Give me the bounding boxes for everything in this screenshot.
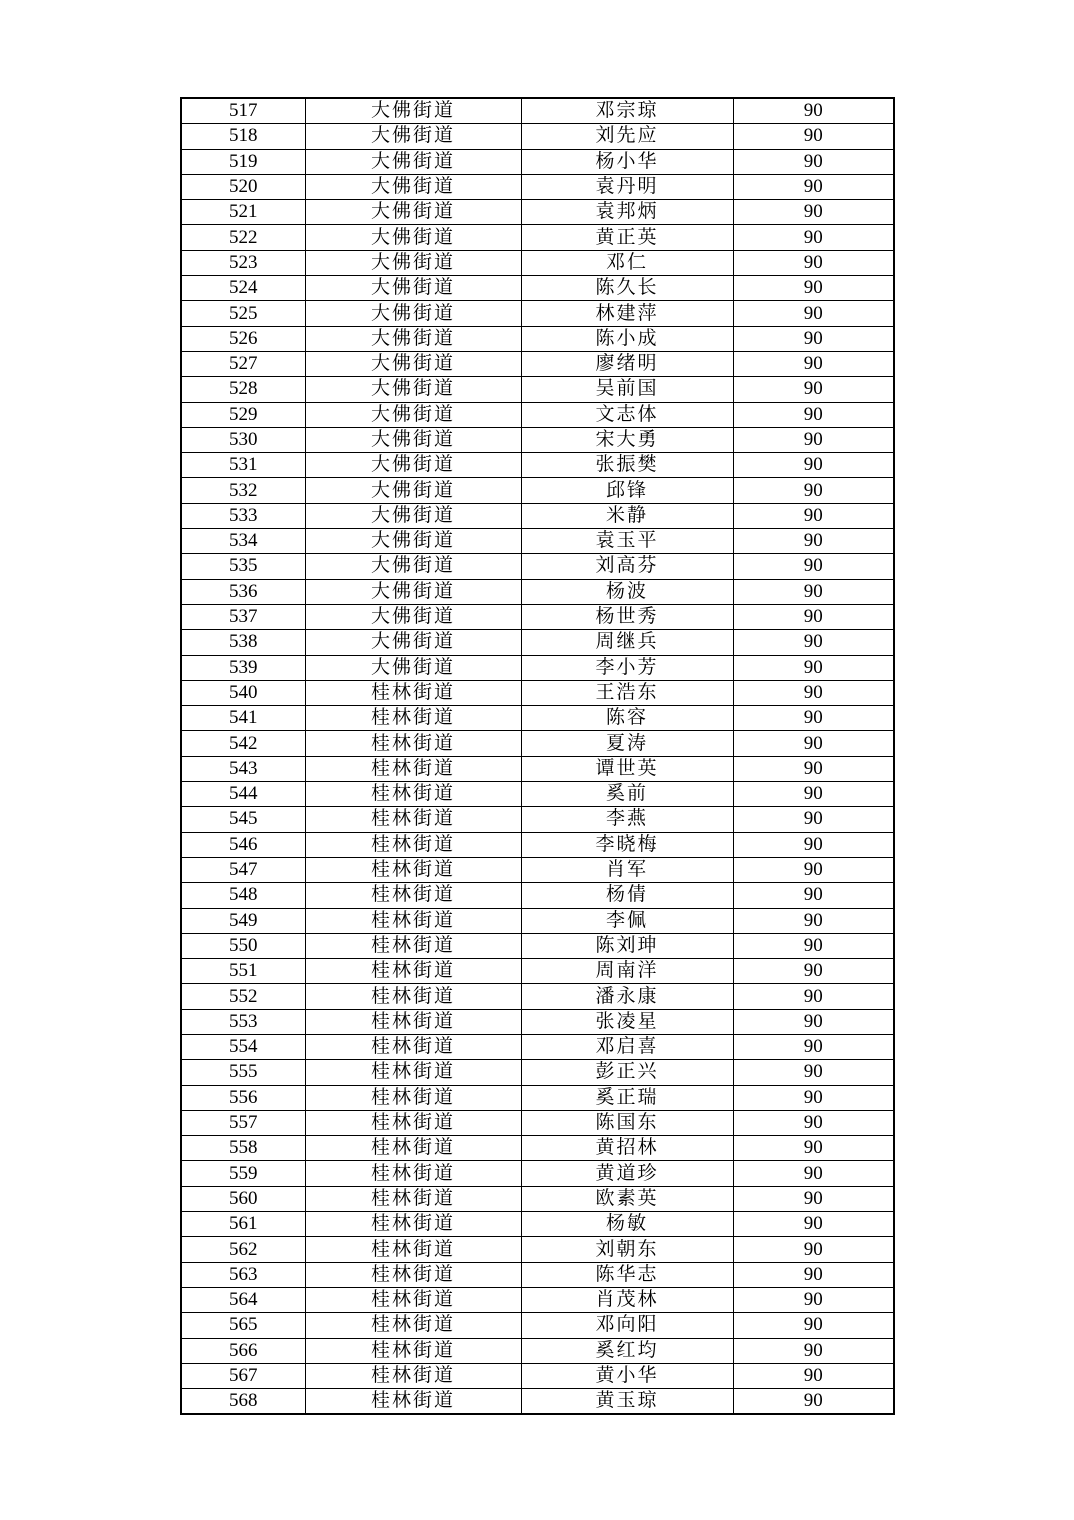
- street-cell: 桂林街道: [305, 1363, 521, 1388]
- row-number-cell: 535: [181, 554, 305, 579]
- name-cell: 肖茂林: [521, 1287, 733, 1312]
- row-number-cell: 522: [181, 225, 305, 250]
- table-row: [181, 478, 894, 503]
- row-number-cell: 524: [181, 276, 305, 301]
- table-row: [181, 807, 894, 832]
- table-row: [181, 883, 894, 908]
- score-cell: 90: [733, 478, 894, 503]
- street-cell: 桂林街道: [305, 1009, 521, 1034]
- score-cell: 90: [733, 453, 894, 478]
- table-row: [181, 706, 894, 731]
- row-number-cell: 528: [181, 377, 305, 402]
- score-cell: 90: [733, 1313, 894, 1338]
- name-cell: 黄招林: [521, 1136, 733, 1161]
- score-cell: 90: [733, 680, 894, 705]
- name-cell: 谭世英: [521, 756, 733, 781]
- street-cell: 桂林街道: [305, 756, 521, 781]
- score-cell: 90: [733, 402, 894, 427]
- table-row: [181, 984, 894, 1009]
- row-number-cell: 532: [181, 478, 305, 503]
- score-cell: 90: [733, 149, 894, 174]
- score-cell: 90: [733, 604, 894, 629]
- name-cell: 刘高芬: [521, 554, 733, 579]
- name-cell: 陈小成: [521, 326, 733, 351]
- row-number-cell: 556: [181, 1085, 305, 1110]
- table-row: [181, 933, 894, 958]
- row-number-cell: 519: [181, 149, 305, 174]
- score-cell: 90: [733, 124, 894, 149]
- row-number-cell: 527: [181, 351, 305, 376]
- row-number-cell: 558: [181, 1136, 305, 1161]
- table-row: [181, 503, 894, 528]
- street-cell: 大佛街道: [305, 529, 521, 554]
- row-number-cell: 563: [181, 1262, 305, 1287]
- table-row: [181, 782, 894, 807]
- name-cell: 杨倩: [521, 883, 733, 908]
- street-cell: 桂林街道: [305, 984, 521, 1009]
- table-row: [181, 1212, 894, 1237]
- table-row: [181, 529, 894, 554]
- score-cell: 90: [733, 225, 894, 250]
- name-cell: 文志体: [521, 402, 733, 427]
- row-number-cell: 566: [181, 1338, 305, 1363]
- name-cell: 陈久长: [521, 276, 733, 301]
- table-row: [181, 1363, 894, 1388]
- street-cell: 大佛街道: [305, 225, 521, 250]
- row-number-cell: 537: [181, 604, 305, 629]
- street-cell: 大佛街道: [305, 402, 521, 427]
- street-cell: 大佛街道: [305, 326, 521, 351]
- name-cell: 杨敏: [521, 1212, 733, 1237]
- score-cell: 90: [733, 908, 894, 933]
- street-cell: 大佛街道: [305, 604, 521, 629]
- row-number-cell: 533: [181, 503, 305, 528]
- table-row: [181, 1237, 894, 1262]
- row-number-cell: 549: [181, 908, 305, 933]
- row-number-cell: 568: [181, 1389, 305, 1415]
- row-number-cell: 517: [181, 98, 305, 124]
- score-cell: 90: [733, 630, 894, 655]
- street-cell: 桂林街道: [305, 1136, 521, 1161]
- table-row: [181, 680, 894, 705]
- name-cell: 奚红均: [521, 1338, 733, 1363]
- street-cell: 桂林街道: [305, 1262, 521, 1287]
- name-cell: 肖军: [521, 857, 733, 882]
- name-cell: 黄玉琼: [521, 1389, 733, 1415]
- street-cell: 桂林街道: [305, 782, 521, 807]
- score-cell: 90: [733, 276, 894, 301]
- name-cell: 廖绪明: [521, 351, 733, 376]
- table-row: [181, 124, 894, 149]
- name-cell: 黄正英: [521, 225, 733, 250]
- score-cell: 90: [733, 377, 894, 402]
- score-cell: 90: [733, 832, 894, 857]
- street-cell: 大佛街道: [305, 655, 521, 680]
- score-cell: 90: [733, 1136, 894, 1161]
- table-row: [181, 1161, 894, 1186]
- score-cell: 90: [733, 857, 894, 882]
- name-cell: 奚正瑞: [521, 1085, 733, 1110]
- street-cell: 桂林街道: [305, 1161, 521, 1186]
- row-number-cell: 551: [181, 959, 305, 984]
- row-number-cell: 560: [181, 1186, 305, 1211]
- name-cell: 袁玉平: [521, 529, 733, 554]
- name-cell: 李晓梅: [521, 832, 733, 857]
- row-number-cell: 540: [181, 680, 305, 705]
- table-row: [181, 832, 894, 857]
- row-number-cell: 543: [181, 756, 305, 781]
- street-cell: 桂林街道: [305, 959, 521, 984]
- row-number-cell: 550: [181, 933, 305, 958]
- table-row: [181, 453, 894, 478]
- street-cell: 桂林街道: [305, 807, 521, 832]
- street-cell: 大佛街道: [305, 174, 521, 199]
- score-cell: 90: [733, 883, 894, 908]
- table-row: [181, 98, 894, 124]
- table-row: [181, 174, 894, 199]
- row-number-cell: 567: [181, 1363, 305, 1388]
- row-number-cell: 546: [181, 832, 305, 857]
- score-cell: 90: [733, 756, 894, 781]
- table-row: [181, 756, 894, 781]
- table-body: [181, 98, 894, 1414]
- row-number-cell: 553: [181, 1009, 305, 1034]
- score-cell: 90: [733, 1237, 894, 1262]
- row-number-cell: 530: [181, 427, 305, 452]
- street-cell: 桂林街道: [305, 832, 521, 857]
- table-row: [181, 149, 894, 174]
- row-number-cell: 534: [181, 529, 305, 554]
- street-cell: 桂林街道: [305, 908, 521, 933]
- score-cell: 90: [733, 1186, 894, 1211]
- score-cell: 90: [733, 1085, 894, 1110]
- name-cell: 袁邦炳: [521, 200, 733, 225]
- name-cell: 夏涛: [521, 731, 733, 756]
- score-cell: 90: [733, 807, 894, 832]
- table-row: [181, 200, 894, 225]
- street-cell: 桂林街道: [305, 883, 521, 908]
- name-cell: 邱锋: [521, 478, 733, 503]
- name-cell: 林建萍: [521, 301, 733, 326]
- table-row: [181, 630, 894, 655]
- street-cell: 桂林街道: [305, 1212, 521, 1237]
- street-cell: 大佛街道: [305, 351, 521, 376]
- score-cell: 90: [733, 959, 894, 984]
- row-number-cell: 552: [181, 984, 305, 1009]
- row-number-cell: 559: [181, 1161, 305, 1186]
- table-row: [181, 604, 894, 629]
- row-number-cell: 529: [181, 402, 305, 427]
- street-cell: 大佛街道: [305, 554, 521, 579]
- table-row: [181, 427, 894, 452]
- name-cell: 陈容: [521, 706, 733, 731]
- score-cell: 90: [733, 706, 894, 731]
- street-cell: 大佛街道: [305, 200, 521, 225]
- street-cell: 大佛街道: [305, 149, 521, 174]
- table-row: [181, 579, 894, 604]
- score-cell: 90: [733, 984, 894, 1009]
- street-cell: 大佛街道: [305, 250, 521, 275]
- street-cell: 桂林街道: [305, 1237, 521, 1262]
- table-row: [181, 1034, 894, 1059]
- name-cell: 李佩: [521, 908, 733, 933]
- street-cell: 大佛街道: [305, 579, 521, 604]
- name-cell: 陈华志: [521, 1262, 733, 1287]
- name-cell: 李燕: [521, 807, 733, 832]
- score-cell: 90: [733, 351, 894, 376]
- name-cell: 王浩东: [521, 680, 733, 705]
- name-cell: 邓宗琼: [521, 98, 733, 124]
- name-cell: 黄道珍: [521, 1161, 733, 1186]
- table-row: [181, 908, 894, 933]
- score-cell: 90: [733, 655, 894, 680]
- score-cell: 90: [733, 1034, 894, 1059]
- row-number-cell: 555: [181, 1060, 305, 1085]
- row-number-cell: 518: [181, 124, 305, 149]
- table-row: [181, 731, 894, 756]
- street-cell: 大佛街道: [305, 276, 521, 301]
- score-cell: 90: [733, 1287, 894, 1312]
- row-number-cell: 545: [181, 807, 305, 832]
- score-cell: 90: [733, 427, 894, 452]
- row-number-cell: 542: [181, 731, 305, 756]
- name-cell: 杨小华: [521, 149, 733, 174]
- name-cell: 周继兵: [521, 630, 733, 655]
- street-cell: 桂林街道: [305, 731, 521, 756]
- street-cell: 大佛街道: [305, 503, 521, 528]
- name-cell: 杨波: [521, 579, 733, 604]
- score-cell: 90: [733, 301, 894, 326]
- name-cell: 陈刘珅: [521, 933, 733, 958]
- row-number-cell: 544: [181, 782, 305, 807]
- name-cell: 黄小华: [521, 1363, 733, 1388]
- row-number-cell: 536: [181, 579, 305, 604]
- street-cell: 大佛街道: [305, 453, 521, 478]
- score-cell: 90: [733, 200, 894, 225]
- table-row: [181, 1136, 894, 1161]
- score-cell: 90: [733, 1262, 894, 1287]
- name-cell: 邓启喜: [521, 1034, 733, 1059]
- table-row: [181, 351, 894, 376]
- street-cell: 桂林街道: [305, 1085, 521, 1110]
- name-cell: 欧素英: [521, 1186, 733, 1211]
- name-cell: 奚前: [521, 782, 733, 807]
- table-row: [181, 1389, 894, 1415]
- table-row: [181, 377, 894, 402]
- street-cell: 大佛街道: [305, 124, 521, 149]
- row-number-cell: 525: [181, 301, 305, 326]
- street-cell: 桂林街道: [305, 1186, 521, 1211]
- row-number-cell: 541: [181, 706, 305, 731]
- table-row: [181, 301, 894, 326]
- row-number-cell: 521: [181, 200, 305, 225]
- street-cell: 大佛街道: [305, 630, 521, 655]
- row-number-cell: 557: [181, 1110, 305, 1135]
- table-row: [181, 1313, 894, 1338]
- row-number-cell: 565: [181, 1313, 305, 1338]
- table-row: [181, 1085, 894, 1110]
- name-cell: 袁丹明: [521, 174, 733, 199]
- street-cell: 桂林街道: [305, 1034, 521, 1059]
- score-cell: 90: [733, 503, 894, 528]
- score-cell: 90: [733, 1363, 894, 1388]
- score-cell: 90: [733, 1389, 894, 1415]
- table-row: [181, 1287, 894, 1312]
- name-cell: 杨世秀: [521, 604, 733, 629]
- table-row: [181, 1262, 894, 1287]
- name-cell: 宋大勇: [521, 427, 733, 452]
- table-row: [181, 959, 894, 984]
- street-cell: 桂林街道: [305, 1338, 521, 1363]
- name-cell: 米静: [521, 503, 733, 528]
- row-number-cell: 547: [181, 857, 305, 882]
- street-cell: 桂林街道: [305, 857, 521, 882]
- score-cell: 90: [733, 174, 894, 199]
- score-cell: 90: [733, 933, 894, 958]
- score-cell: 90: [733, 250, 894, 275]
- table-row: [181, 326, 894, 351]
- row-number-cell: 564: [181, 1287, 305, 1312]
- name-cell: 刘朝东: [521, 1237, 733, 1262]
- score-cell: 90: [733, 1338, 894, 1363]
- score-cell: 90: [733, 1161, 894, 1186]
- table-row: [181, 225, 894, 250]
- row-number-cell: 526: [181, 326, 305, 351]
- score-cell: 90: [733, 1009, 894, 1034]
- street-cell: 桂林街道: [305, 1060, 521, 1085]
- street-cell: 桂林街道: [305, 1389, 521, 1415]
- name-cell: 邓向阳: [521, 1313, 733, 1338]
- row-number-cell: 531: [181, 453, 305, 478]
- data-table: [180, 97, 895, 1415]
- table-row: [181, 1110, 894, 1135]
- row-number-cell: 554: [181, 1034, 305, 1059]
- row-number-cell: 523: [181, 250, 305, 275]
- row-number-cell: 539: [181, 655, 305, 680]
- score-cell: 90: [733, 1060, 894, 1085]
- score-cell: 90: [733, 98, 894, 124]
- row-number-cell: 538: [181, 630, 305, 655]
- score-cell: 90: [733, 731, 894, 756]
- row-number-cell: 561: [181, 1212, 305, 1237]
- street-cell: 大佛街道: [305, 377, 521, 402]
- street-cell: 桂林街道: [305, 680, 521, 705]
- street-cell: 大佛街道: [305, 427, 521, 452]
- score-cell: 90: [733, 1110, 894, 1135]
- street-cell: 大佛街道: [305, 478, 521, 503]
- row-number-cell: 562: [181, 1237, 305, 1262]
- score-cell: 90: [733, 1212, 894, 1237]
- name-cell: 张振樊: [521, 453, 733, 478]
- table-row: [181, 655, 894, 680]
- table-row: [181, 250, 894, 275]
- street-cell: 桂林街道: [305, 1110, 521, 1135]
- table-row: [181, 1009, 894, 1034]
- name-cell: 李小芳: [521, 655, 733, 680]
- name-cell: 刘先应: [521, 124, 733, 149]
- name-cell: 吴前国: [521, 377, 733, 402]
- table-row: [181, 276, 894, 301]
- name-cell: 张凌星: [521, 1009, 733, 1034]
- score-cell: 90: [733, 782, 894, 807]
- street-cell: 大佛街道: [305, 98, 521, 124]
- name-cell: 周南洋: [521, 959, 733, 984]
- street-cell: 桂林街道: [305, 706, 521, 731]
- score-cell: 90: [733, 529, 894, 554]
- table-row: [181, 857, 894, 882]
- name-cell: 邓仁: [521, 250, 733, 275]
- table-row: [181, 1186, 894, 1211]
- score-cell: 90: [733, 326, 894, 351]
- table-row: [181, 554, 894, 579]
- table-row: [181, 402, 894, 427]
- table-row: [181, 1338, 894, 1363]
- street-cell: 桂林街道: [305, 933, 521, 958]
- street-cell: 桂林街道: [305, 1287, 521, 1312]
- row-number-cell: 548: [181, 883, 305, 908]
- street-cell: 桂林街道: [305, 1313, 521, 1338]
- street-cell: 大佛街道: [305, 301, 521, 326]
- document-page: [180, 97, 893, 1415]
- name-cell: 潘永康: [521, 984, 733, 1009]
- score-cell: 90: [733, 554, 894, 579]
- name-cell: 陈国东: [521, 1110, 733, 1135]
- row-number-cell: 520: [181, 174, 305, 199]
- name-cell: 彭正兴: [521, 1060, 733, 1085]
- table-row: [181, 1060, 894, 1085]
- score-cell: 90: [733, 579, 894, 604]
